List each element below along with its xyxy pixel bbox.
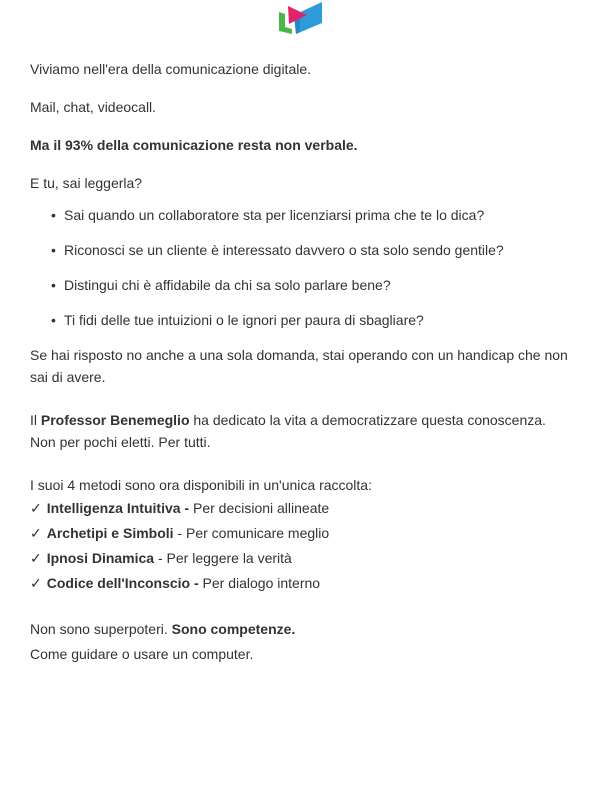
methods-intro: I suoi 4 metodi sono ora disponibili in un'unica raccolta:	[30, 477, 372, 493]
method-separator: -	[180, 500, 193, 516]
list-item	[51, 239, 575, 261]
method-desc: Per leggere la verità	[166, 550, 292, 566]
bullet-icon: •	[51, 242, 56, 258]
method-name: Ipnosi Dinamica	[46, 550, 155, 566]
method-item	[30, 521, 575, 546]
method-item	[30, 546, 575, 571]
closing-regular: Non sono superpoteri.	[30, 621, 172, 637]
handicap-text: Se hai risposto no anche a una sola domanda, stai operando con un handicap che non sai di avere.	[30, 347, 568, 385]
question-item-text: Riconosci se un cliente è interessato davvero o sta solo sendo gentile?	[64, 242, 504, 258]
checkmark-icon: ✓	[30, 525, 42, 541]
method-separator: -	[190, 575, 203, 591]
list-item	[51, 274, 575, 296]
channels-text: Mail, chat, videocall.	[30, 99, 157, 115]
method-name: Archetipi e Simboli	[46, 525, 174, 541]
professor-paragraph	[30, 409, 575, 453]
checkmark-icon: ✓	[30, 575, 42, 591]
question-item-text: Distingui chi è affidabile da chi sa solo parlare bene?	[64, 277, 391, 293]
list-item	[51, 309, 575, 331]
closing-bold: Sono competenze.	[171, 621, 296, 637]
method-desc: Per comunicare meglio	[186, 525, 330, 541]
question-item-text: Ti fidi delle tue intuizioni o le ignori per paura di sbagliare?	[64, 312, 424, 328]
methods-list	[30, 496, 575, 596]
bullet-icon: •	[51, 207, 56, 223]
stat-headline: Ma il 93% della comunicazione resta non verbale.	[30, 137, 358, 153]
method-item	[30, 571, 575, 596]
checkmark-icon: ✓	[30, 500, 42, 516]
bullet-icon: •	[51, 312, 56, 328]
closing-block	[30, 617, 575, 667]
intro-text: Viviamo nell'era della comunicazione digitale.	[30, 61, 312, 77]
brand-logo-icon	[278, 1, 324, 35]
question-item-text: Sai quando un collaboratore sta per licenziarsi prima che te lo dica?	[64, 207, 485, 223]
method-separator: -	[154, 550, 167, 566]
professor-prefix: Il	[30, 412, 41, 428]
professor-name: Professor Benemeglio	[40, 412, 190, 428]
closing-line-1	[30, 617, 575, 642]
checkmark-icon: ✓	[30, 550, 42, 566]
closing-line-2: Come guidare o usare un computer.	[30, 646, 254, 662]
professor-suffix: ha dedicato la vita a democratizzare questa conoscenza. Non per pochi eletti. Per tutti.	[30, 412, 546, 450]
list-item	[51, 204, 575, 226]
bullet-icon: •	[51, 277, 56, 293]
method-name: Intelligenza Intuitiva	[46, 500, 181, 516]
method-item	[30, 496, 575, 521]
method-desc: Per decisioni allineate	[192, 500, 330, 516]
method-desc: Per dialogo interno	[202, 575, 321, 591]
email-body	[30, 58, 575, 667]
method-separator: -	[173, 525, 186, 541]
questions-list	[30, 204, 575, 331]
question-text: E tu, sai leggerla?	[30, 175, 143, 191]
method-name: Codice dell'Inconscio	[46, 575, 191, 591]
